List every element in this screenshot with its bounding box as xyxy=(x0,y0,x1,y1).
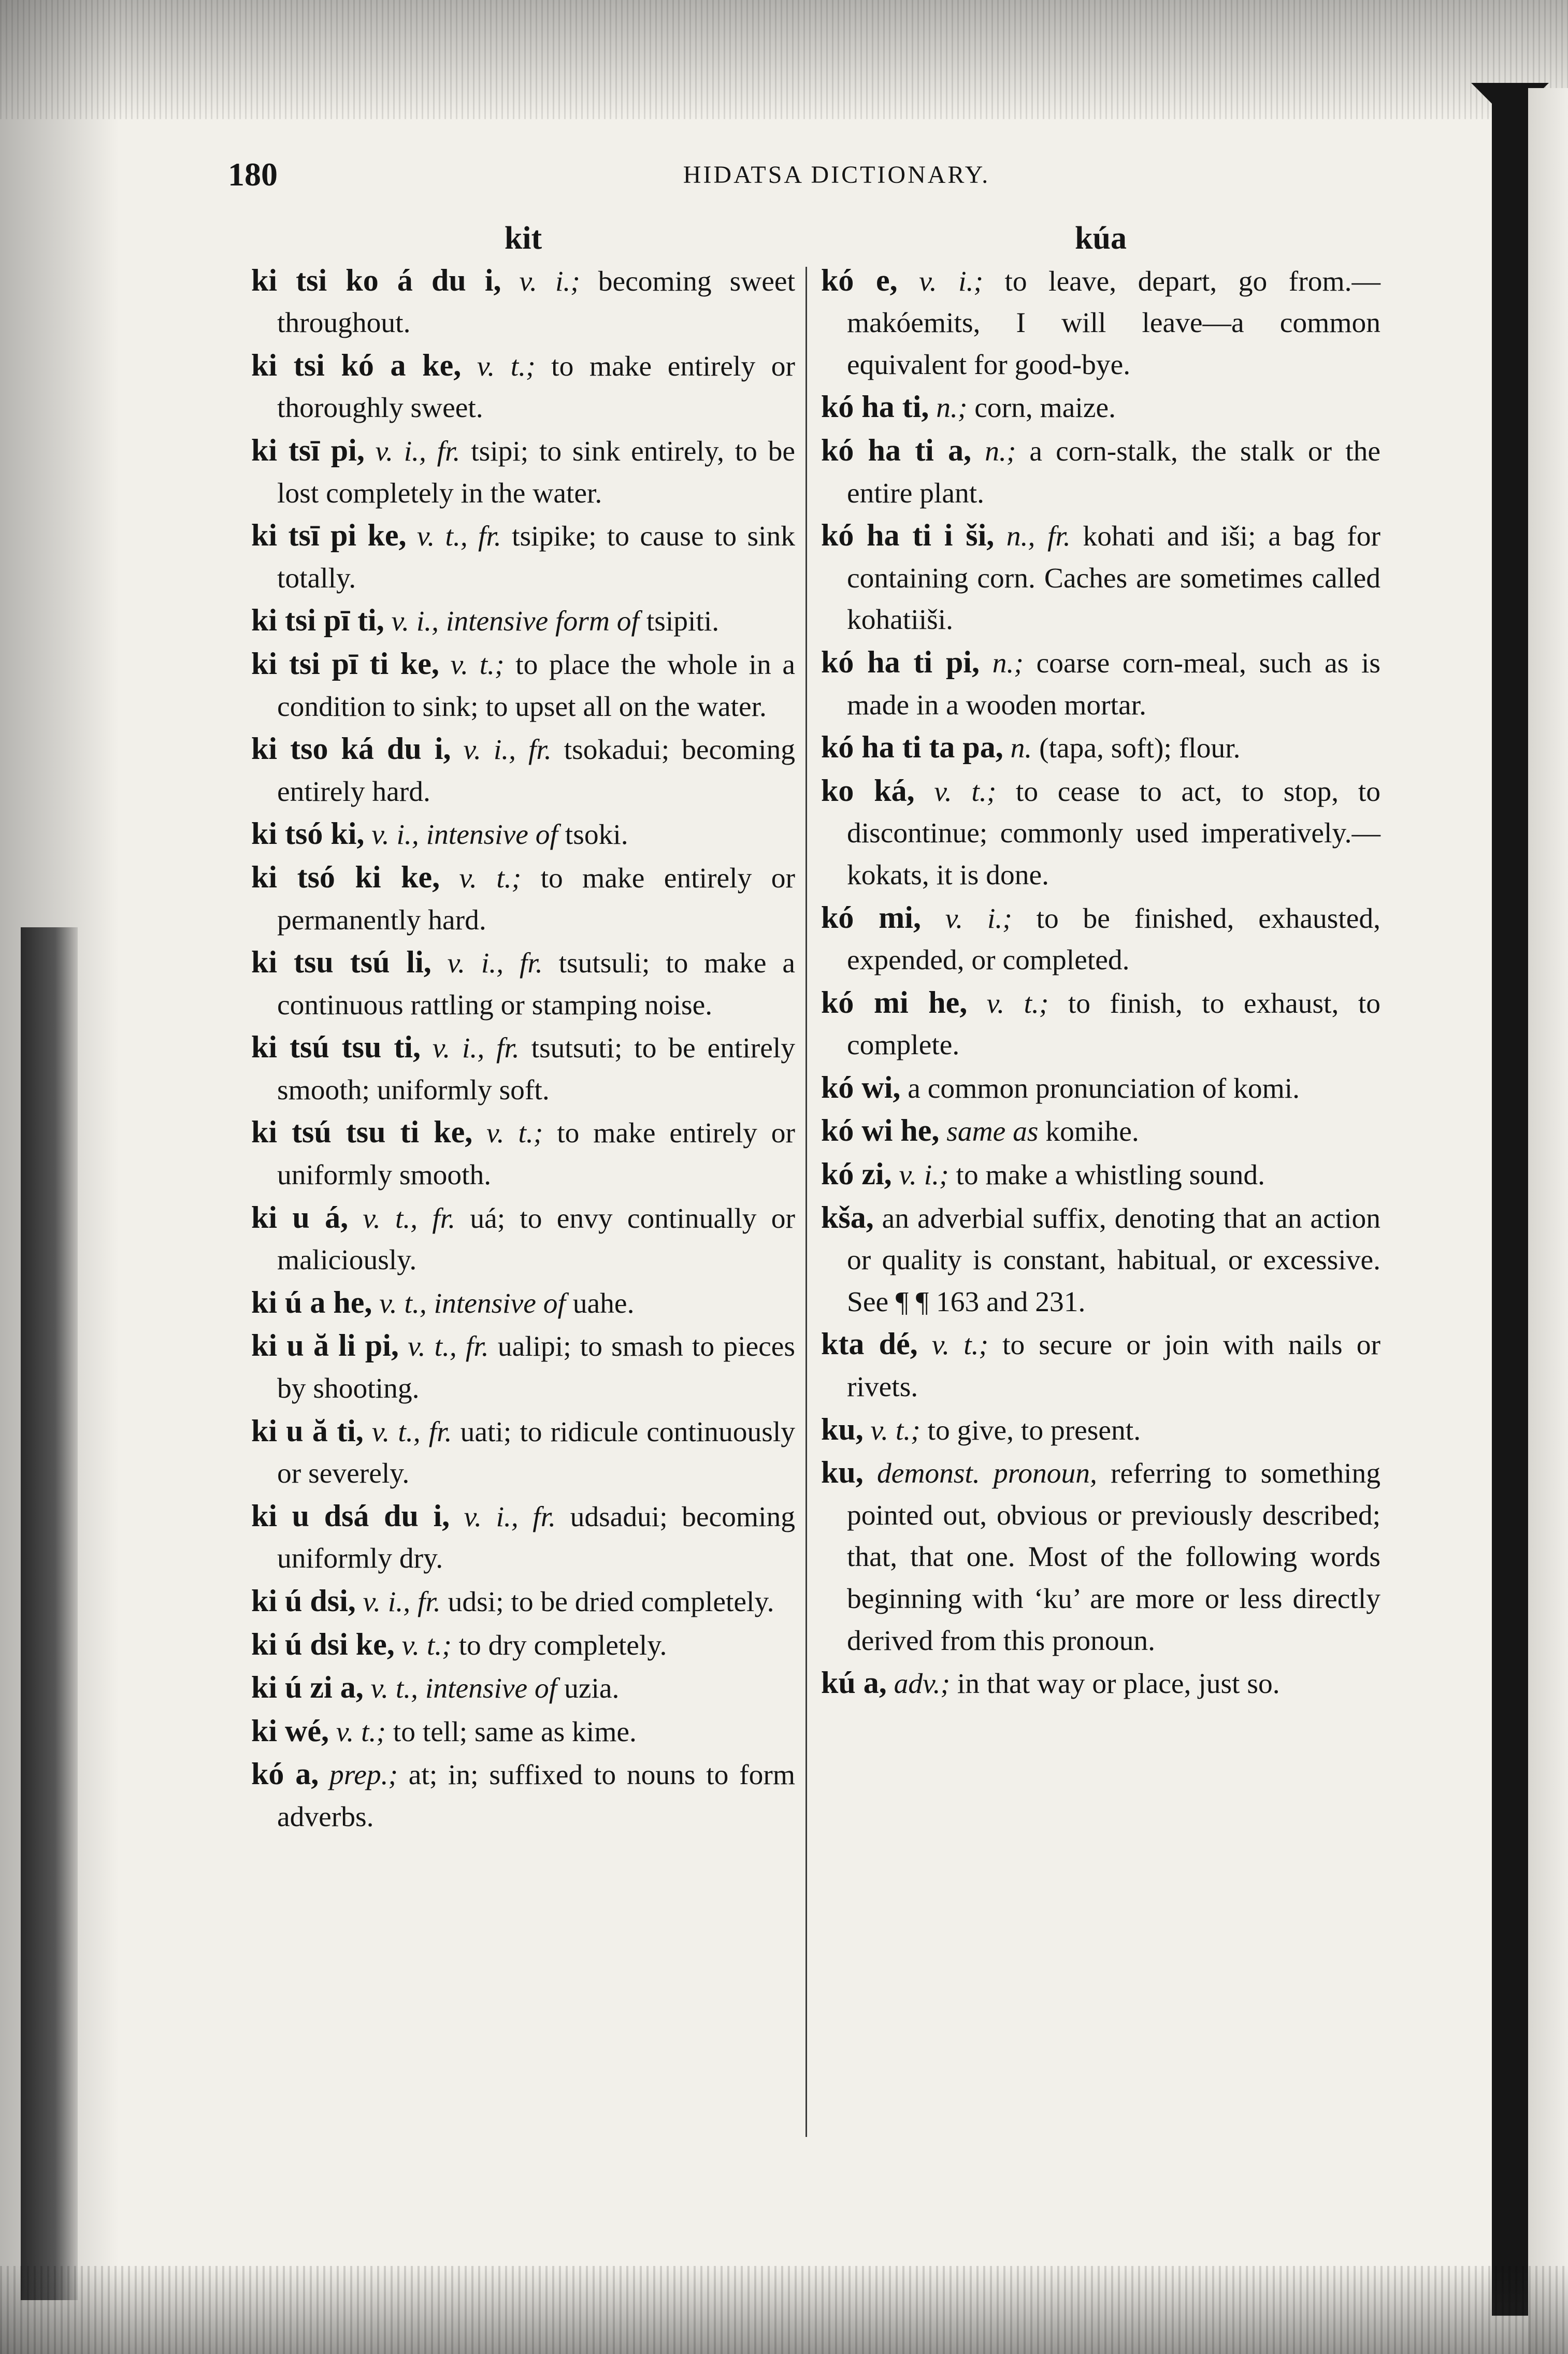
entry-definition: kohati and iši; a bag for containing corn. Caches are sometimes called kohatiiši. xyxy=(847,521,1380,636)
entry-definition: (tapa, soft); flour. xyxy=(1039,733,1241,765)
entry-headword: ku, xyxy=(821,1455,864,1490)
dictionary-entry xyxy=(821,260,1380,386)
entry-definition: ualipi; to smash to pieces by shooting. xyxy=(277,1331,796,1405)
entry-grammar: v. t.; xyxy=(450,649,505,681)
entry-definition: udsi; to be dried completely. xyxy=(448,1586,774,1618)
entry-grammar: v. i., fr. xyxy=(363,1586,441,1618)
entry-headword: kó e, xyxy=(821,263,898,297)
entry-grammar: n.; xyxy=(985,435,1016,467)
entry-grammar: same as xyxy=(946,1116,1039,1148)
entry-grammar: v. i., fr. xyxy=(463,734,552,766)
entry-definition: referring to something pointed out, obvious or previously described; that, that one. Most of the following words beginning with ‘ku’ are more or less directly derived from this pronoun. xyxy=(847,1458,1380,1657)
entry-headword: kó ha ti, xyxy=(821,390,929,424)
entry-headword: ki tsi ko á du i, xyxy=(251,263,501,297)
entry-grammar: v. t.; xyxy=(477,350,536,382)
entry-grammar: v. i.; xyxy=(519,265,580,297)
entry-headword: ki tsú tsu ti, xyxy=(251,1030,421,1065)
entry-definition: tsoki. xyxy=(565,819,628,851)
entry-grammar: v. i., fr. xyxy=(464,1501,556,1533)
entry-headword: ki u dsá du i, xyxy=(251,1498,450,1533)
entry-definition: uahe. xyxy=(572,1287,635,1319)
entry-definition: at; in; suffixed to nouns to form adverbs. xyxy=(277,1759,796,1833)
entry-definition: komihe. xyxy=(1045,1116,1139,1148)
entry-definition: tsokadui; becoming entirely hard. xyxy=(277,734,795,808)
page-header xyxy=(228,155,1445,202)
entry-headword: kó wi he, xyxy=(821,1113,940,1148)
entry-headword: ki tsó ki ke, xyxy=(251,859,440,894)
entry-headword: ki u ă li pi, xyxy=(251,1328,399,1363)
entry-headword: ki tsi pī ti ke, xyxy=(251,646,439,681)
entry-headword: ki wé, xyxy=(251,1713,329,1748)
guide-word-left: kit xyxy=(504,221,542,256)
entry-grammar: n. xyxy=(1010,733,1032,765)
entry-definition: a common pronunciation of komi. xyxy=(908,1072,1300,1104)
dictionary-entry xyxy=(251,856,795,941)
page-edge-shadow-right xyxy=(1492,88,1528,2316)
dictionary-entry xyxy=(821,1067,1380,1110)
entry-headword: kó mi he, xyxy=(821,985,968,1020)
dictionary-entry xyxy=(821,429,1380,514)
entry-definition: to give, to present. xyxy=(927,1414,1141,1446)
entry-definition: to make entirely or thoroughly sweet. xyxy=(277,350,796,424)
dictionary-entry xyxy=(251,813,795,856)
dictionary-entry xyxy=(251,941,795,1026)
entry-grammar: v. t.; xyxy=(986,987,1049,1020)
entry-grammar: n., fr. xyxy=(1006,521,1071,553)
right-column xyxy=(821,218,1380,1705)
dictionary-entry xyxy=(251,1495,795,1580)
entry-grammar: v. t.; xyxy=(401,1629,452,1661)
scan-noise-bottom xyxy=(0,2266,1568,2354)
dictionary-entry xyxy=(821,726,1380,770)
entry-grammar: v. i.; xyxy=(945,902,1012,935)
entry-grammar: v. t., fr. xyxy=(416,521,501,553)
entry-headword: ki ú a he, xyxy=(251,1285,372,1319)
dictionary-entry xyxy=(251,1282,795,1325)
entry-grammar: v. t., intensive of xyxy=(370,1673,557,1705)
entry-headword: kta dé, xyxy=(821,1327,918,1361)
entry-grammar: n.; xyxy=(936,392,968,424)
entry-definition: to place the whole in a condition to sink; to upset all on the water. xyxy=(277,649,796,723)
entry-grammar: v. t., fr. xyxy=(371,1416,452,1448)
dictionary-entry xyxy=(821,514,1380,641)
entry-headword: ki tsú tsu ti ke, xyxy=(251,1115,473,1150)
dictionary-entry xyxy=(821,1409,1380,1452)
entry-grammar: v. i., intensive form of xyxy=(391,606,639,638)
entry-grammar: v. i., fr. xyxy=(432,1032,520,1065)
entry-headword: ki u ă ti, xyxy=(251,1413,364,1448)
entry-headword: ko ká, xyxy=(821,773,915,808)
guide-word-right: kúa xyxy=(1075,221,1127,256)
entry-definition: tsipi; to sink entirely, to be lost completely in the water. xyxy=(277,435,796,509)
entry-grammar: v. i.; xyxy=(899,1159,949,1192)
dictionary-entry xyxy=(821,1323,1380,1408)
page-number: 180 xyxy=(228,156,278,193)
page-margin-right xyxy=(1528,88,1568,2354)
dictionary-entry xyxy=(821,1110,1380,1153)
dictionary-entry xyxy=(251,1410,795,1495)
entry-grammar: v. t.; xyxy=(934,776,997,808)
entry-grammar: v. t., intensive of xyxy=(379,1287,566,1319)
dictionary-entry xyxy=(821,1197,1380,1324)
entry-definition: to make entirely or permanently hard. xyxy=(277,862,795,936)
entry-grammar: v. t.; xyxy=(336,1716,386,1748)
left-column xyxy=(251,218,795,1839)
entry-headword: kú a, xyxy=(821,1666,887,1700)
entry-grammar: v. t.; xyxy=(486,1117,543,1150)
entry-headword: ki tsó ki, xyxy=(251,816,365,851)
dictionary-entry xyxy=(251,345,795,429)
dictionary-entry xyxy=(821,1452,1380,1662)
entry-definition: a corn-stalk, the stalk or the entire plant. xyxy=(847,435,1381,509)
entry-grammar: v. t., fr. xyxy=(408,1331,489,1363)
entry-headword: ki ú zi a, xyxy=(251,1670,364,1705)
entry-grammar: demonst. pronoun, xyxy=(876,1458,1097,1490)
entry-headword: ki ú dsi, xyxy=(251,1584,356,1618)
entry-headword: ku, xyxy=(821,1412,864,1446)
entry-definition: udsadui; becoming uniformly dry. xyxy=(277,1501,796,1575)
dictionary-entry xyxy=(251,1325,795,1410)
entry-headword: kó ha ti ta pa, xyxy=(821,730,1003,765)
entry-headword: kó a, xyxy=(251,1757,319,1791)
entry-grammar: n.; xyxy=(992,647,1024,679)
dictionary-entry xyxy=(251,1580,795,1624)
entry-definition: corn, maize. xyxy=(974,392,1116,424)
entry-grammar: v. i., intensive of xyxy=(371,819,558,851)
entry-grammar: v. t.; xyxy=(459,862,522,894)
entry-definition: uzia. xyxy=(564,1673,620,1705)
entry-definition: to tell; same as kime. xyxy=(393,1716,637,1748)
entry-grammar: v. t.; xyxy=(931,1329,988,1361)
entry-headword: kó mi, xyxy=(821,900,921,935)
right-entry-list xyxy=(821,260,1380,1705)
entry-definition: tsutsuti; to be entirely smooth; uniformly soft. xyxy=(277,1032,796,1106)
entry-definition: coarse corn-meal, such as is made in a wooden mortar. xyxy=(847,647,1381,721)
entry-headword: kó ha ti pi, xyxy=(821,644,980,679)
entry-headword: kó wi, xyxy=(821,1070,901,1104)
entry-grammar: adv.; xyxy=(894,1668,950,1700)
entry-grammar: v. i., fr. xyxy=(375,435,461,467)
dictionary-entry xyxy=(821,770,1380,897)
entry-definition: becoming sweet throughout. xyxy=(277,265,795,339)
entry-headword: ki tsi kó a ke, xyxy=(251,348,462,382)
dictionary-entry xyxy=(251,728,795,813)
entry-definition: to secure or join with nails or rivets. xyxy=(847,1329,1381,1403)
entry-headword: ki u á, xyxy=(251,1200,349,1235)
dictionary-entry xyxy=(821,386,1380,429)
entry-grammar: v. i., fr. xyxy=(447,948,543,980)
dictionary-entry xyxy=(251,1710,795,1754)
dictionary-entry xyxy=(821,897,1380,982)
running-title: HIDATSA DICTIONARY. xyxy=(683,161,990,189)
entry-grammar: v. t., fr. xyxy=(363,1202,456,1235)
dictionary-entry xyxy=(251,260,795,345)
entry-definition: to make a whistling sound. xyxy=(956,1159,1265,1192)
dictionary-entry xyxy=(821,982,1380,1067)
entry-grammar: v. i.; xyxy=(919,265,983,297)
entry-headword: kša, xyxy=(821,1200,874,1235)
column-divider xyxy=(805,267,807,2137)
entry-definition: tsutsuli; to make a continuous rattling or stamping noise. xyxy=(277,948,795,1021)
entry-headword: kó ha ti a, xyxy=(821,433,972,467)
dictionary-entry xyxy=(251,1753,795,1838)
entry-definition: tsipiti. xyxy=(646,606,720,638)
dictionary-entry xyxy=(251,429,795,514)
dictionary-entry xyxy=(251,599,795,643)
page-edge-shadow-left xyxy=(21,927,78,2300)
entry-definition: to cease to act, to stop, to discontinue; commonly used imperatively.—kokats, it is done. xyxy=(847,776,1380,891)
entry-headword: ki tsī pi ke, xyxy=(251,518,407,553)
entry-headword: ki ú dsi ke, xyxy=(251,1627,395,1661)
entry-definition: uá; to envy continually or maliciously. xyxy=(277,1202,795,1276)
entry-definition: an adverbial suffix, denoting that an action or quality is constant, habitual, or excessive. See ¶ ¶ 163 and 231. xyxy=(847,1202,1380,1318)
entry-definition: in that way or place, just so. xyxy=(957,1668,1280,1700)
entry-definition: to be finished, exhausted, expended, or completed. xyxy=(847,902,1381,977)
entry-definition: to dry completely. xyxy=(458,1629,667,1661)
dictionary-entry xyxy=(251,1026,795,1111)
dictionary-entry xyxy=(821,641,1380,726)
dictionary-entry xyxy=(821,1153,1380,1197)
entry-headword: kó zi, xyxy=(821,1157,892,1192)
dictionary-entry xyxy=(821,1662,1380,1705)
entry-headword: ki tsu tsú li, xyxy=(251,945,431,980)
entry-headword: ki tsi pī ti, xyxy=(251,603,384,638)
entry-headword: kó ha ti i ši, xyxy=(821,518,995,553)
entry-grammar: prep.; xyxy=(329,1759,398,1791)
entry-headword: ki tso ká du i, xyxy=(251,731,451,766)
entry-grammar: v. t.; xyxy=(870,1414,920,1446)
left-entry-list xyxy=(251,260,795,1839)
dictionary-entry xyxy=(251,1197,795,1282)
dictionary-entry xyxy=(251,514,795,599)
entry-headword: ki tsī pi, xyxy=(251,433,365,467)
entry-definition: tsipike; to cause to sink totally. xyxy=(277,521,796,594)
entry-definition: uati; to ridicule continuously or severely. xyxy=(277,1416,796,1490)
scan-noise-top xyxy=(0,0,1568,119)
dictionary-entry xyxy=(251,1667,795,1710)
entry-definition: to make entirely or uniformly smooth. xyxy=(277,1117,796,1192)
dictionary-entry xyxy=(251,1624,795,1667)
dictionary-entry xyxy=(251,643,795,728)
entry-definition: to finish, to exhaust, to complete. xyxy=(847,987,1380,1061)
entry-definition: to leave, depart, go from.—makóemits, I will leave—a common equivalent for good-bye. xyxy=(847,265,1381,381)
dictionary-entry xyxy=(251,1111,795,1196)
